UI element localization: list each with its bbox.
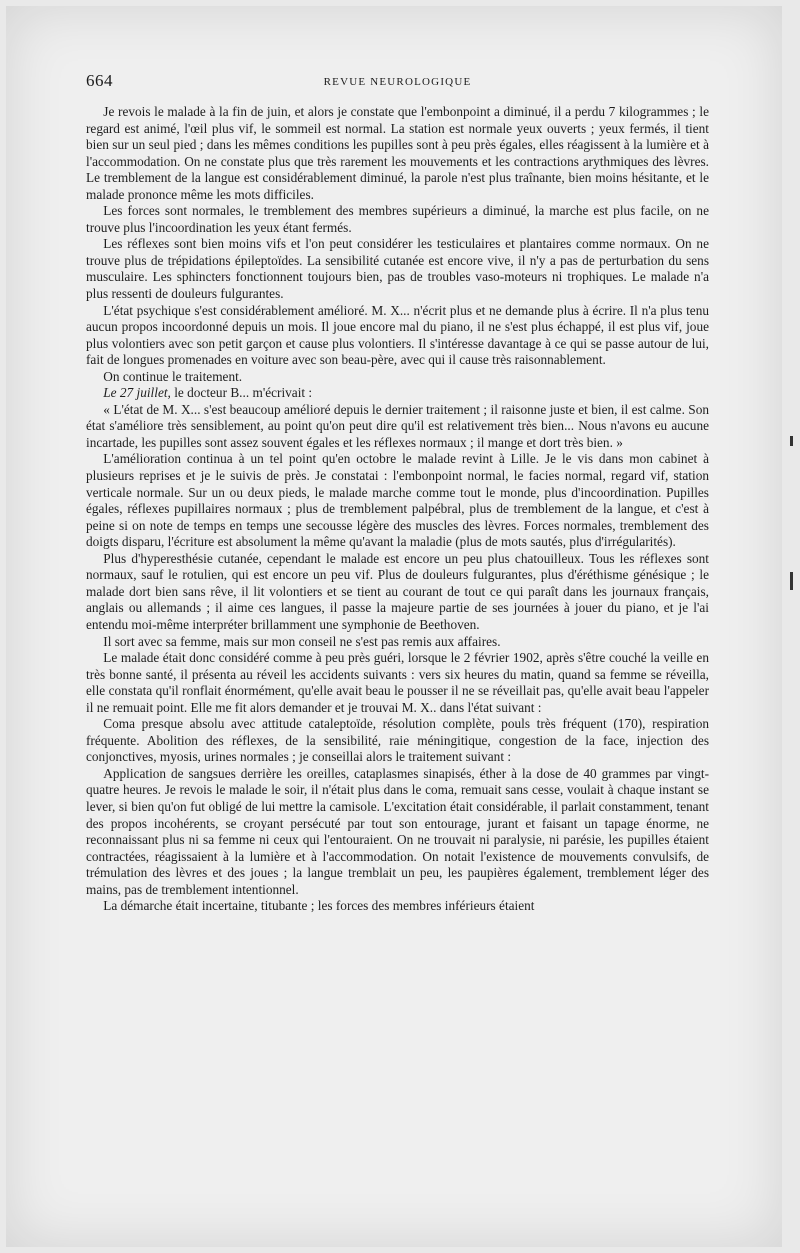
letter-date: Le 27 juillet, bbox=[103, 385, 171, 401]
paragraph: Il sort avec sa femme, mais sur mon conseil ne s'est pas remis aux affaires. bbox=[103, 633, 501, 649]
quoted-letter: « L'état de M. X... s'est beaucoup amélioré depuis le dernier traitement ; il raisonne juste et bien, il est calme. Son état s'améliore très sensiblement, au point qu'on peut dire qu'il est relativement très bien... Nous n'avons eu aucune incartade, les pupilles sont assez souvent égales et les réflexes normaux ; il mange et dort très bien. » bbox=[86, 401, 709, 450]
paragraph: On continue le traitement. bbox=[103, 368, 243, 384]
paragraph: Application de sangsues derrière les oreilles, cataplasmes sinapisés, éther à la dose de 40 grammes par vingt-quatre heures. Je revois le malade le soir, il n'était plus dans le coma, remuait sans cesse, voulait à chaque instant se lever, si bien qu'on fut obligé de lui mettre la camisole. L'excitation était considérable, il parlait constamment, tenant des propos incohérents, se croyant persécuté par tout son entourage, jurant et faisant un tapage énorme, ne reconnaissant plus ni sa femme ni ceux qui l'entouraient. On ne trouvait ni paralysie, ni parésie, les pupilles étaient contractées, réagissaient à la lumière et à l'accommodation. On notait l'existence de mouvements convulsifs, de trémulation des lèvres et des joues ; la langue tremblait un peu, les paupières également, tremblement léger des mains, pas de tremblement intentionnel. bbox=[86, 765, 709, 897]
page-number: 664 bbox=[86, 71, 113, 90]
paragraph: Je revois le malade à la fin de juin, et alors je constate que l'embonpoint a diminué, il a perdu 7 kilogrammes ; le regard est animé, l'œil plus vif, le sommeil est normal. La station est normale yeux ouverts ; yeux fermés, il tient bien sur un seul pied ; dans les mêmes conditions les pupilles sont à peu près égales, elles réagissent à la lumière et à l'accommodation. On ne constate plus que très rarement les mouvements et les contractions arythmiques des lèvres. Le tremblement de la langue est considérablement diminué, la parole n'est plus traînante, bien moins hésitante, et le malade prononce même les mots difficiles. bbox=[86, 104, 709, 202]
paragraph: Les réflexes sont bien moins vifs et l'on peut considérer les testiculaires et plantaires comme normaux. On ne trouve plus de trépidations épileptoïdes. La sensibilité cutanée est encore vive, il n'y a pas de perturbation du sens musculaire. Les sphincters fonctionnent toujours bien, pas de troubles vaso-moteurs ni trophiques. Le malade n'a plus ressenti de douleurs fulgurantes. bbox=[86, 236, 709, 302]
scan-edge-mark bbox=[790, 436, 793, 446]
paragraph: Le malade était donc considéré comme à peu près guéri, lorsque le 2 février 1902, après s'être couché la veille en très bonne santé, il présenta au réveil les accidents suivants : vers six heures du matin, quand sa femme se réveilla, elle constata qu'il ronflait énormément, qu'elle avait beau le pousser il ne se réveillait pas, qu'elle avait beau l'appeler il ne remuait point. Elle me fit alors demander et je trouvai M. X.. dans l'état suivant : bbox=[86, 650, 709, 715]
page-header bbox=[86, 73, 709, 93]
paragraph: Coma presque absolu avec attitude cataleptoïde, résolution complète, pouls très fréquent (170), respiration fréquente. Abolition des réflexes, de la sensibilité, raie méningitique, congestion de la face, injection des conjonctives, myosis, urines normales ; je conseillai alors le traitement suivant : bbox=[86, 716, 709, 765]
body-text bbox=[86, 104, 709, 915]
scan-edge-mark bbox=[790, 572, 793, 590]
paragraph: Les forces sont normales, le tremblement des membres supérieurs a diminué, la marche est plus facile, on ne trouve plus l'incoordination les yeux étant fermés. bbox=[86, 203, 709, 235]
dated-line bbox=[86, 385, 709, 402]
letter-intro: le docteur B... m'écrivait : bbox=[170, 385, 313, 401]
running-head: REVUE NEUROLOGIQUE bbox=[323, 76, 472, 88]
paragraph: L'état psychique s'est considérablement amélioré. M. X... n'écrit plus et ne demande plus à écrire. Il n'a plus tenu aucun propos incoordonné depuis un mois. Il joue encore mal du piano, il ne s'est plus échappé, il est plus vif, joue plus volontiers avec son petit garçon et cause plus volontiers. Il s'intéresse davantage à ce qui se passe autour de lui, fait de longues promenades en voiture avec son beau-père, avec qui il cause très raisonnablement. bbox=[86, 302, 709, 368]
paragraph: L'amélioration continua à un tel point qu'en octobre le malade revint à Lille. Je le vis dans mon cabinet à plusieurs reprises et je le suivis de près. Je constatai : l'embonpoint normal, le facies normal, regard vif, station verticale normale. Sur un ou deux pieds, le malade marche comme tout le monde, plus d'incoordination. Pupilles égales, réflexes pupillaires normaux ; plus de tremblement palpébral, plus de tremblement de la langue, et c'est à peine si on note de temps en temps une secousse légère des muscles des lèvres. Forces normales, tremblement des doigts disparu, l'écriture est absolument la même qu'avant la maladie (plus de mots sautés, plus d'irrégularités). bbox=[86, 451, 709, 550]
paragraph: Plus d'hyperesthésie cutanée, cependant le malade est encore un peu plus chatouilleux. Tous les réflexes sont normaux, sauf le rotulien, qui est encore un peu vif. Plus de douleurs fulgurantes, plus d'éréthisme génésique ; le malade dort bien sans rêve, il lit volontiers et se tient au courant de tout ce qui paraît dans les journaux français, anglais ou allemands ; il aime ces langues, il passe la majeure partie de ses journées à jouer du piano, et je l'ai entendu moi-même interpréter brillamment une symphonie de Beethoven. bbox=[86, 550, 709, 632]
paragraph: La démarche était incertaine, titubante ; les forces des membres inférieurs étaient bbox=[103, 898, 535, 914]
